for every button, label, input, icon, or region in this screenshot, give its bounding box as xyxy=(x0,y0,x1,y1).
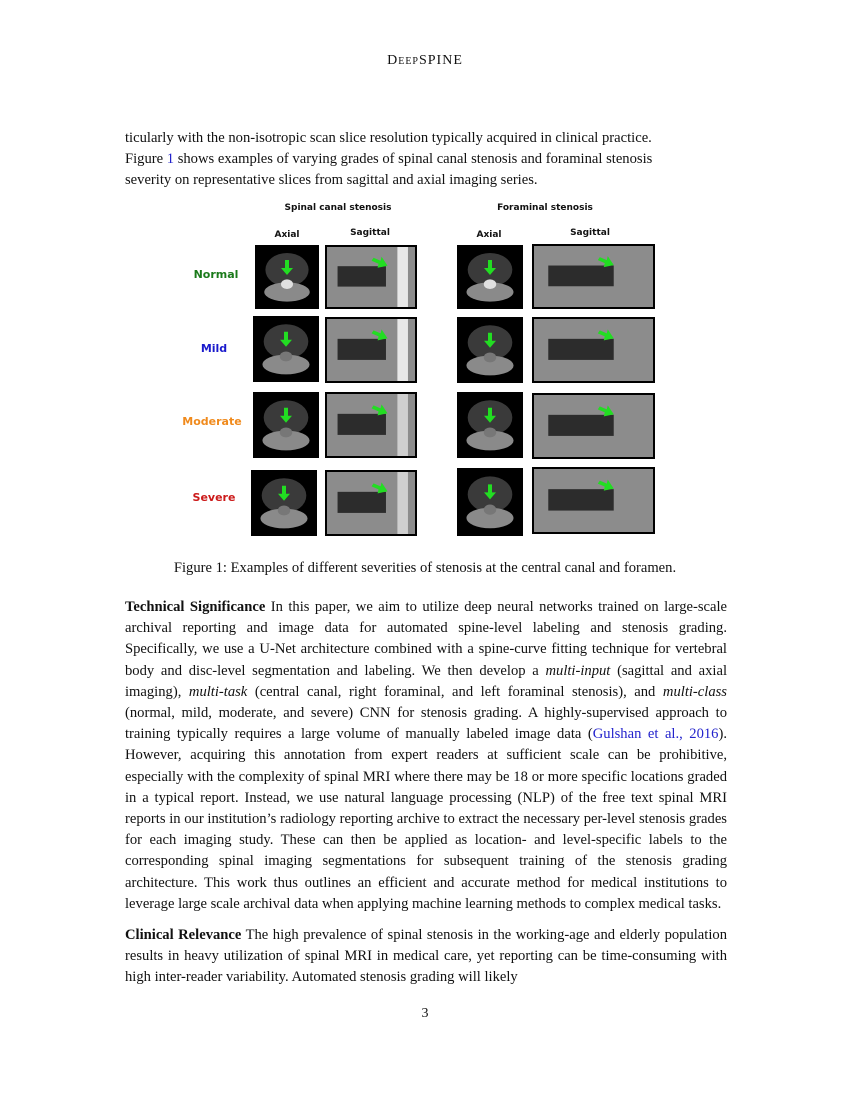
group-title-spinal-canal: Spinal canal stenosis xyxy=(284,203,392,213)
technical-text-2: (sagittal and axial imaging), xyxy=(125,662,727,700)
row-label-mild: Mild xyxy=(200,342,228,355)
mri-image xyxy=(327,394,415,456)
mri-image xyxy=(459,394,521,456)
mri-canal-axial-mild xyxy=(253,316,319,382)
mri-image xyxy=(534,246,653,307)
technical-significance-paragraph xyxy=(125,597,727,915)
mri-foraminal-sagittal-moderate xyxy=(532,393,655,459)
mri-image xyxy=(534,395,653,457)
intro-paragraph xyxy=(125,128,727,192)
citation-link[interactable]: Gulshan et al., 2016 xyxy=(592,726,719,743)
clinical-relevance-heading: Clinical Relevance xyxy=(125,927,242,943)
group-title-foraminal: Foraminal stenosis xyxy=(497,203,593,213)
mri-image xyxy=(459,470,521,534)
mri-image xyxy=(255,318,317,380)
clinical-relevance-paragraph xyxy=(125,925,727,989)
mri-image xyxy=(327,319,415,381)
mri-canal-sagittal-mild xyxy=(325,317,417,383)
view-title-canal-sagittal: Sagittal xyxy=(350,228,390,238)
mri-image xyxy=(534,319,653,381)
row-label-severe: Severe xyxy=(192,491,236,504)
intro-line-3: severity on representative slices from sagittal and axial imaging series. xyxy=(125,172,538,189)
mri-canal-sagittal-normal xyxy=(325,245,417,309)
mri-image xyxy=(534,469,653,532)
mri-image xyxy=(257,247,317,307)
mri-foraminal-axial-severe xyxy=(457,468,523,536)
figure-caption: Figure 1: Examples of different severities of stenosis at the central canal and foramen. xyxy=(173,560,677,576)
page-number: 3 xyxy=(421,1006,429,1021)
stenosis-figure xyxy=(180,200,660,545)
term-multi-class: multi-class xyxy=(662,683,727,700)
mri-foraminal-axial-moderate xyxy=(457,392,523,458)
mri-image xyxy=(255,394,317,456)
technical-significance-heading: Technical Significance xyxy=(125,599,266,615)
row-label-moderate: Moderate xyxy=(182,415,242,428)
clinical-relevance-text: The high prevalence of spinal stenosis in the working-age and elderly population results in heavy utilization of spinal MRI in medical care, yet reporting can be time-consuming with high inter-reader variability. Automated stenosis grading will likely xyxy=(125,927,727,986)
technical-text-4: (normal, mild, moderate, and severe) CNN for stenosis grading. A highly-supervised approach to training typically requires a large volume of manually labeled image data ( xyxy=(125,705,727,743)
mri-foraminal-axial-mild xyxy=(457,317,523,383)
term-multi-input: multi-input xyxy=(545,662,611,679)
term-multi-task: multi-task xyxy=(188,683,248,700)
intro-line-1: ticularly with the non-isotropic scan slice resolution typically acquired in clinical practice. xyxy=(125,130,652,146)
mri-foraminal-sagittal-mild xyxy=(532,317,655,383)
mri-foraminal-sagittal-severe xyxy=(532,467,655,534)
mri-image xyxy=(327,247,415,307)
running-title: DeepSPINE xyxy=(387,53,463,68)
technical-text-1: In this paper, we aim to utilize deep neural networks trained on large-scale archival reporting and image data for automated spine-level labeling and stenosis grading. Specifically, we use a U-Net architecture combined with a spine-curve fitting technique for vertebral body and disc-level segmentation and labeling. We then develop a xyxy=(125,599,728,679)
intro-line-2-pre: Figure xyxy=(125,151,167,168)
mri-canal-sagittal-severe xyxy=(325,470,417,536)
mri-image xyxy=(459,319,521,381)
mri-foraminal-axial-normal xyxy=(457,245,523,309)
technical-text-5: ). However, acquiring this annotation from expert readers at sufficient scale can be prohibitive, especially with the complexity of spinal MRI where there may be 18 or more specific locations graded in a typical report. Instead, we use natural language processing (NLP) of the free text spinal MRI reports in our institution’s radiology reporting archive to extract the necessary per-level stenosis grades for each imaging study. These can then be applied as location- and level-specific labels to the corresponding spinal imaging segmentations for subsequent training of the stenosis grading architecture. This work thus outlines an efficient and accurate method for medical institutions to leverage large scale archival data when applying machine learning methods to complex medical tasks. xyxy=(125,726,727,912)
mri-image xyxy=(459,247,521,307)
intro-line-2-post: shows examples of varying grades of spinal canal stenosis and foraminal stenosis xyxy=(174,151,653,168)
mri-canal-axial-normal xyxy=(255,245,319,309)
mri-image xyxy=(327,472,415,534)
mri-canal-axial-severe xyxy=(251,470,317,536)
mri-canal-sagittal-moderate xyxy=(325,392,417,458)
figure-reference-link[interactable]: 1 xyxy=(166,151,175,168)
view-title-foraminal-axial: Axial xyxy=(476,230,502,240)
mri-canal-axial-moderate xyxy=(253,392,319,458)
technical-text-3: (central canal, right foraminal, and left foraminal stenosis), and xyxy=(247,683,663,700)
view-title-canal-axial: Axial xyxy=(274,230,300,240)
row-label-normal: Normal xyxy=(193,268,239,281)
view-title-foraminal-sagittal: Sagittal xyxy=(570,228,610,238)
mri-foraminal-sagittal-normal xyxy=(532,244,655,309)
mri-image xyxy=(253,472,315,534)
